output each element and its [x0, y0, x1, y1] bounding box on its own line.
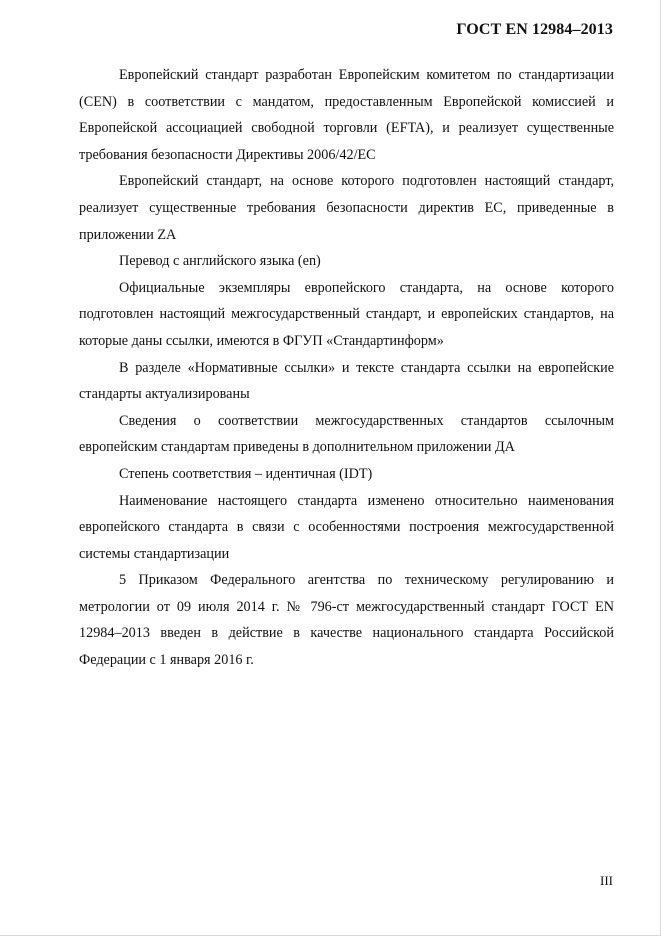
page-number: III [600, 873, 613, 888]
paragraph-essential-requirements: Европейский стандарт, на основе которого подготовлен настоящий стандарт, реализует существенные требования безопасности директив ЕС, приведенные в приложении ZA [79, 173, 614, 243]
paragraph-order: 5 Приказом Федерального агентства по техническому регулированию и метрологии от 09 июля 2014 г. № 796-ст межгосударственный стандарт ГОСТ EN 12984–2013 введен в действие в качестве национального стандарта Российской Федерации с 1 января 2016 г. [79, 572, 614, 669]
paragraph-normative-references: В разделе «Нормативные ссылки» и тексте стандарта ссылки на европейские стандарты актуализированы [79, 359, 614, 403]
body-text [79, 62, 614, 674]
paragraph-cen-mandate: Европейский стандарт разработан Европейским комитетом по стандартизации (CEN) в соответствии с мандатом, предоставленным Европейской комиссией и Европейской ассоциацией свободной торговли (EFTA), и реализует существенные требования безопасности Директивы 2006/42/ЕС [79, 67, 614, 163]
standard-header: ГОСТ EN 12984–2013 [456, 21, 613, 38]
paragraph-translation: Перевод с английского языка (en) [119, 253, 321, 270]
paragraph-title-change: Наименование настоящего стандарта изменено относительно наименования европейского стандарта в связи с особенностями построения межгосударственной системы стандартизации [79, 492, 614, 562]
paragraph-official-copies: Официальные экземпляры европейского стандарта, на основе которого подготовлен настоящий межгосударственный стандарт, и европейских стандартов, на которые даны ссылки, имеются в ФГУП «Стандартинформ» [79, 279, 614, 349]
paragraph-conformity-info: Сведения о соответствии межгосударственных стандартов ссылочным европейским стандартам приведены в дополнительном приложении ДА [79, 412, 614, 456]
paragraph-degree-of-conformity: Степень соответствия – идентичная (IDT) [119, 465, 373, 482]
